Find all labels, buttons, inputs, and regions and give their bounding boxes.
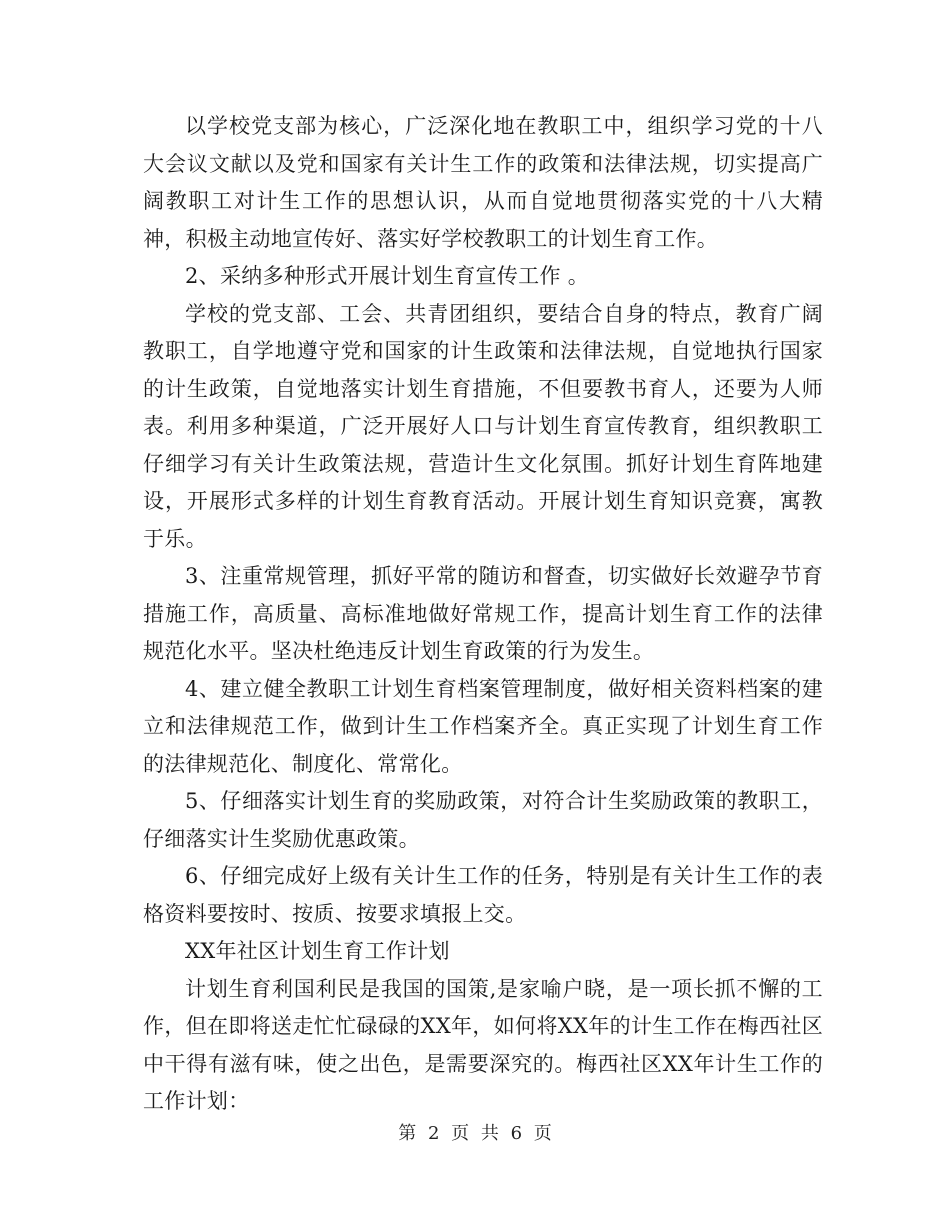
paragraph-item-6: 6、仔细完成好上级有关计生工作的任务，特别是有关计生工作的表格资料要按时、按质、按要求填报上交。 <box>143 864 823 926</box>
section-heading: XX年社区计划生育工作计划 <box>185 939 450 963</box>
paragraph-item-2-body: 学校的党支部、工会、共青团组织，要结合自身的特点，教育广阔教职工，自学地遵守党和国家的计生政策和法律法规，自觉地执行国家的计生政策，自觉地落实计划生育措施，不但要教书育人，还要为人师表。利用多种渠道，广泛开展好人口与计划生育宣传教育，组织教职工仔细学习有关计生政策法规，营造计生文化氛围。抓好计划生育阵地建设，开展形式多样的计划生育教育活动。开展计划生育知识竞赛，寓教于乐。 <box>143 301 823 551</box>
paragraph-intro: 以学校党支部为核心，广泛深化地在教职工中，组织学习党的十八大会议文献以及党和国家有关计生工作的政策和法律法规，切实提高广阔教职工对计生工作的思想认识，从而自觉地贯彻落实党的十八大精神，积极主动地宣传好、落实好学校教职工的计划生育工作。 <box>143 114 823 251</box>
paragraph-item-3: 3、注重常规管理，抓好平常的随访和督查，切实做好长效避孕节育措施工作，高质量、高标准地做好常规工作，提高计划生育工作的法律规范化水平。坚决杜绝违反计划生育政策的行为发生。 <box>143 564 823 663</box>
paragraph-item-2: 2、采纳多种形式开展计划生育宣传工作 。 <box>185 264 590 288</box>
footer-page-word: 页 <box>451 1123 470 1144</box>
footer-current-page: 2 <box>427 1123 440 1144</box>
document-body <box>143 108 823 1121</box>
footer-suffix: 页 <box>533 1123 552 1144</box>
paragraph-item-5: 5、仔细落实计划生育的奖励政策，对符合计生奖励政策的教职工，仔细落实计生奖励优惠政策。 <box>143 789 823 851</box>
page-number-footer <box>0 1122 950 1146</box>
footer-total-word: 共 <box>480 1123 499 1144</box>
footer-prefix: 第 <box>398 1123 417 1144</box>
paragraph-community-plan: 计划生育利国利民是我国的国策,是家喻户晓，是一项长抓不懈的工作，但在即将送走忙忙碌碌的XX年，如何将XX年的计生工作在梅西社区中干得有滋有味，使之出色，是需要深究的。梅西社区XX年计生工作的工作计划： <box>143 976 823 1113</box>
paragraph-item-4: 4、建立健全教职工计划生育档案管理制度，做好相关资料档案的建立和法律规范工作，做到计生工作档案齐全。真正实现了计划生育工作的法律规范化、制度化、常常化。 <box>143 676 823 776</box>
footer-total-pages: 6 <box>510 1123 523 1144</box>
